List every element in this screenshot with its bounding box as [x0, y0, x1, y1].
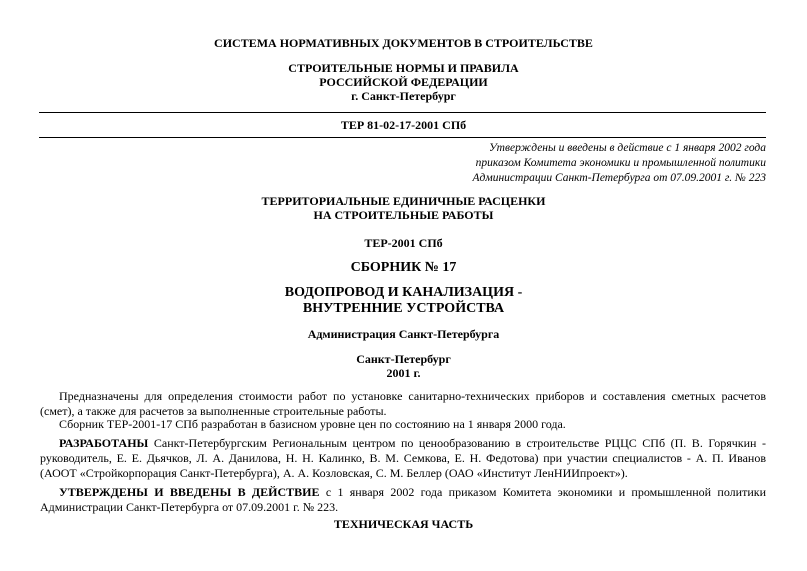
norms-line-2: РОССИЙСКОЙ ФЕДЕРАЦИИ [319, 75, 488, 89]
subject-title [0, 285, 807, 317]
city-line: г. Санкт-Петербург [351, 89, 456, 103]
norms-block [0, 61, 807, 103]
place-year [0, 352, 807, 380]
approval-line-3: Администрации Санкт-Петербурга от 07.09.2001 г. № 223 [472, 172, 766, 184]
approval-note [346, 141, 766, 186]
collection-number: СБОРНИК № 17 [350, 260, 457, 275]
administration: Администрация Санкт-Петербурга [307, 327, 500, 341]
main-title-line-1: ТЕРРИТОРИАЛЬНЫЕ ЕДИНИЧНЫЕ РАСЦЕНКИ [261, 194, 546, 208]
developed-label: РАЗРАБОТАНЫ [59, 436, 149, 450]
main-title-line-2: НА СТРОИТЕЛЬНЫЕ РАБОТЫ [313, 208, 494, 222]
paragraph-price-level: Сборник ТЕР-2001-17 СПб разработан в базисном уровне цен по состоянию на 1 января 2000 года. [59, 417, 566, 431]
document-code: ТЕР 81-02-17-2001 СПб [340, 118, 467, 132]
approval-line-2: приказом Комитета экономики и промышленной политики [475, 157, 766, 169]
approved-label: УТВЕРЖДЕНЫ И ВВЕДЕНЫ В ДЕЙСТВИЕ [59, 485, 320, 499]
paragraph-approved [40, 485, 766, 515]
short-code: ТЕР-2001 СПб [364, 236, 443, 250]
bottom-rule [39, 137, 766, 138]
main-title [0, 194, 807, 222]
place: Санкт-Петербург [356, 352, 451, 366]
top-rule [39, 112, 766, 113]
norms-line-1: СТРОИТЕЛЬНЫЕ НОРМЫ И ПРАВИЛА [288, 61, 519, 75]
approval-line-1: Утверждены и введены в действие с 1 января 2002 года [488, 142, 766, 154]
subject-line-1: ВОДОПРОВОД И КАНАЛИЗАЦИЯ - [284, 285, 523, 300]
year: 2001 г. [386, 366, 421, 380]
approved-text: с 1 января 2002 года приказом Комитета экономики и промышленной политики Администрации Санкт-Петербурга от 07.09.2001 г. № 223. [40, 485, 766, 514]
paragraph-developed [40, 436, 766, 481]
subject-line-2: ВНУТРЕННИЕ УСТРОЙСТВА [302, 301, 505, 316]
developed-text: Санкт-Петербургским Региональным центром по ценообразованию в строительстве РЦЦС СПб (П. В. Горячкин - руководитель, Е. Е. Дьячков, Л. А. Данилова, Н. Н. Калинко, В. М. Семкова, Е. Н. Федотова) при участии специалистов - А. П. Иванов (АООТ «Стройкорпорация Санкт-Петербурга), А. А. Козловская, С. М. Беллер (ОАО «Институт ЛенНИИпроект»). [40, 436, 766, 480]
section-heading: ТЕХНИЧЕСКАЯ ЧАСТЬ [333, 517, 474, 531]
system-title: СИСТЕМА НОРМАТИВНЫХ ДОКУМЕНТОВ В СТРОИТЕЛЬСТВЕ [214, 36, 593, 50]
paragraph-purpose: Предназначены для определения стоимости работ по установке санитарно-технических приборов и составления сметных расчетов (смет), а также для расчетов за выполненные строительные работы. [40, 389, 766, 418]
